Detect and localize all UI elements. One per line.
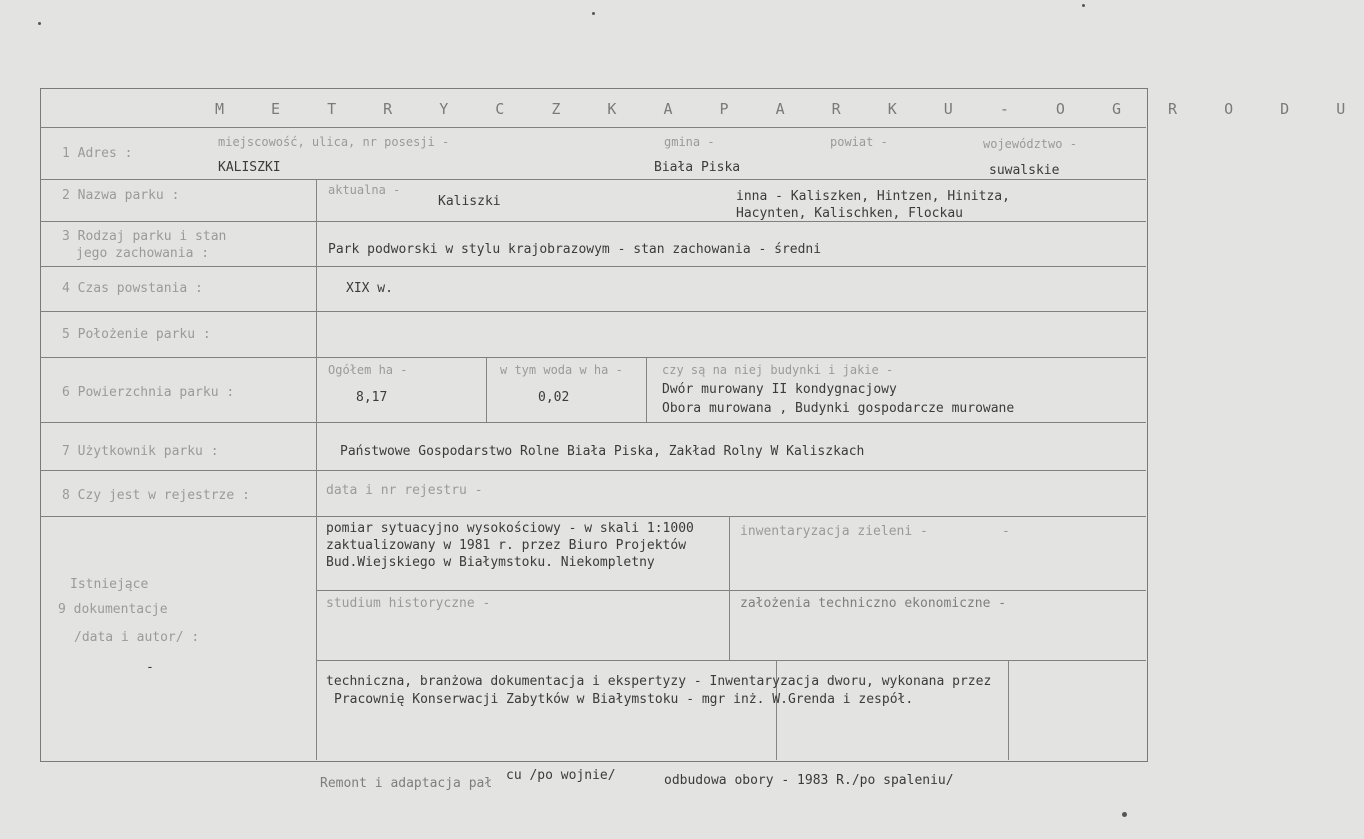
water-area-sublabel: w tym woda w ha - <box>500 363 623 377</box>
documentation-label-dash: - <box>146 660 154 675</box>
park-user-value: Państwowe Gospodarstwo Rolne Biała Piska, Zakład Rolny W Kaliszkach <box>340 444 865 459</box>
voivodeship-sublabel: województwo - <box>983 137 1077 151</box>
current-name-value: Kaliszki <box>438 194 501 209</box>
period-label: 4 Czas powstania : <box>62 281 203 296</box>
form-title: M E T R Y C Z K A P A R K U - O G R O D U <box>215 100 1364 118</box>
row-divider <box>40 516 1146 517</box>
row-divider <box>40 221 1146 222</box>
water-area-value: 0,02 <box>538 390 570 405</box>
row-divider <box>40 311 1146 312</box>
buildings-sublabel: czy są na niej budynki i jakie - <box>662 363 894 377</box>
row-divider <box>40 127 1146 128</box>
column-divider <box>1008 660 1009 760</box>
total-area-sublabel: Ogółem ha - <box>328 363 408 377</box>
locality-value: KALISZKI <box>218 160 281 175</box>
greenery-inventory-sublabel: inwentaryzacja zieleni - <box>740 524 928 539</box>
registry-sublabel: data i nr rejestru - <box>326 483 483 498</box>
park-type-value: Park podworski w stylu krajobrazowym - stan zachowania - średni <box>328 242 822 257</box>
commune-value: Biała Piska <box>654 160 741 175</box>
buildings-line-1: Dwór murowany II kondygnacjowy <box>662 382 897 397</box>
documentation-label-line-2: 9 dokumentacje <box>58 602 168 617</box>
park-type-label-line-2: jego zachowania : <box>76 246 210 261</box>
paper-speck <box>38 22 41 25</box>
documentation-label-line-3: /data i autor/ : <box>74 630 200 645</box>
registry-label: 8 Czy jest w rejestrze : <box>62 488 250 503</box>
survey-documentation-value: pomiar sytuacyjno wysokościowy - w skali 1:1000 zaktualizowany w 1981 r. przez Biuro Projektów Bud.Wiejskiego w Białymstoku. Niekompletny <box>326 521 694 570</box>
column-divider <box>486 358 487 422</box>
park-user-label: 7 Użytkownik parku : <box>62 444 219 459</box>
address-label: 1 Adres : <box>62 146 133 161</box>
other-names-line-1: inna - Kaliszken, Hintzen, Hinitza, <box>736 189 1010 204</box>
historical-study-sublabel: studium historyczne - <box>326 596 491 611</box>
location-label: 5 Położenie parku : <box>62 327 211 342</box>
total-area-value: 8,17 <box>356 390 388 405</box>
row-divider <box>40 422 1146 423</box>
row-divider <box>40 179 1146 180</box>
park-name-label: 2 Nazwa parku : <box>62 188 180 203</box>
works-value-part-b: cu /po wojnie/ <box>506 768 616 783</box>
column-divider <box>646 358 647 422</box>
other-names-line-2: Hacynten, Kalischken, Flockau <box>736 206 963 221</box>
district-sublabel: powiat - <box>830 135 888 149</box>
area-label: 6 Powierzchnia parku : <box>62 385 235 400</box>
greenery-inventory-dash: - <box>1002 524 1010 539</box>
buildings-line-2: Obora murowana , Budynki gospodarcze murowane <box>662 401 1015 416</box>
column-divider <box>316 180 317 760</box>
technical-documentation-line-2: Pracownię Konserwacji Zabytków w Białymstoku - mgr inż. W.Grenda i zespół. <box>334 692 914 707</box>
current-name-sublabel: aktualna - <box>328 183 401 197</box>
voivodeship-value: suwalskie <box>989 163 1060 178</box>
paper-speck <box>592 12 595 15</box>
row-divider <box>40 470 1146 471</box>
works-value-part-c: odbudowa obory - 1983 R./po spaleniu/ <box>664 773 954 788</box>
period-value: XIX w. <box>346 281 393 296</box>
technical-economic-sublabel: założenia techniczno ekonomiczne - <box>740 596 1007 611</box>
locality-sublabel: miejscowość, ulica, nr posesji - <box>218 135 450 149</box>
works-value-part-a: Remont i adaptacja pał <box>320 776 493 791</box>
row-divider <box>40 266 1146 267</box>
park-type-label-line-1: 3 Rodzaj parku i stan <box>62 229 227 244</box>
technical-documentation-line-1: techniczna, branżowa dokumentacja i ekspertyzy - Inwentaryzacja dworu, wykonana przez <box>326 674 992 689</box>
row-divider <box>316 660 1146 661</box>
row-divider <box>316 590 1146 591</box>
paper-speck <box>1082 4 1085 7</box>
paper-speck <box>1122 812 1127 817</box>
documentation-label-line-1: Istniejące <box>70 577 149 592</box>
commune-sublabel: gmina - <box>664 135 715 149</box>
row-divider <box>40 357 1146 358</box>
column-divider <box>729 516 730 660</box>
